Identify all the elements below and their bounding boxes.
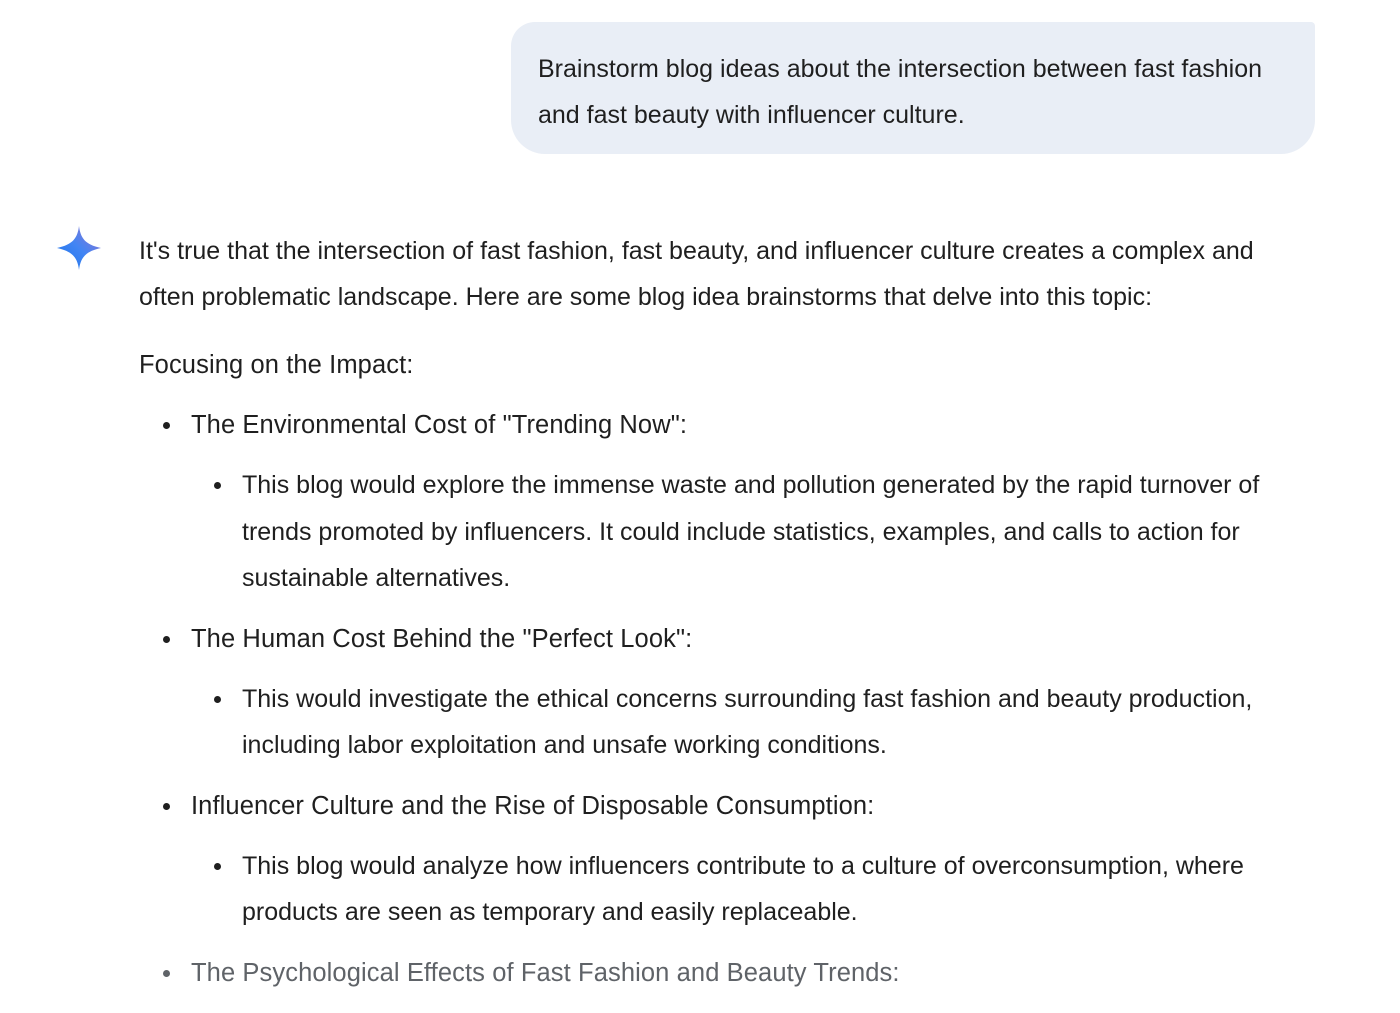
idea-description: This would investigate the ethical concerns surrounding fast fashion and beauty production, including labor exploitation and unsafe working conditions. <box>139 676 1317 769</box>
idea-description: This blog would analyze how influencers contribute to a culture of overconsumption, where products are seen as temporary and easily replaceable. <box>139 843 1317 936</box>
assistant-response <box>139 228 1319 996</box>
section-heading: Focusing on the Impact: <box>139 351 414 379</box>
idea-title: The Environmental Cost of "Trending Now": <box>139 402 1319 448</box>
idea-title: Influencer Culture and the Rise of Disposable Consumption: <box>139 783 1319 829</box>
idea-description: This blog would explore the immense waste and pollution generated by the rapid turnover of trends promoted by influencers. It could include statistics, examples, and calls to action for sustainable alternatives. <box>139 462 1317 602</box>
response-intro: It's true that the intersection of fast fashion, fast beauty, and influencer culture creates a complex and often problematic landscape. Here are some blog idea brainstorms that delve into this topic: <box>139 237 1254 311</box>
list-item <box>139 402 1319 602</box>
user-message-text: Brainstorm blog ideas about the intersection between fast fashion and fast beauty with influencer culture. <box>538 55 1263 129</box>
idea-list <box>139 402 1319 996</box>
idea-title: The Psychological Effects of Fast Fashion and Beauty Trends: <box>139 950 1319 996</box>
user-message-bubble <box>511 22 1315 154</box>
list-item <box>139 783 1319 936</box>
list-item <box>139 616 1319 769</box>
list-item <box>139 950 1319 996</box>
idea-title: The Human Cost Behind the "Perfect Look": <box>139 616 1319 662</box>
gemini-sparkle-icon <box>55 224 103 272</box>
